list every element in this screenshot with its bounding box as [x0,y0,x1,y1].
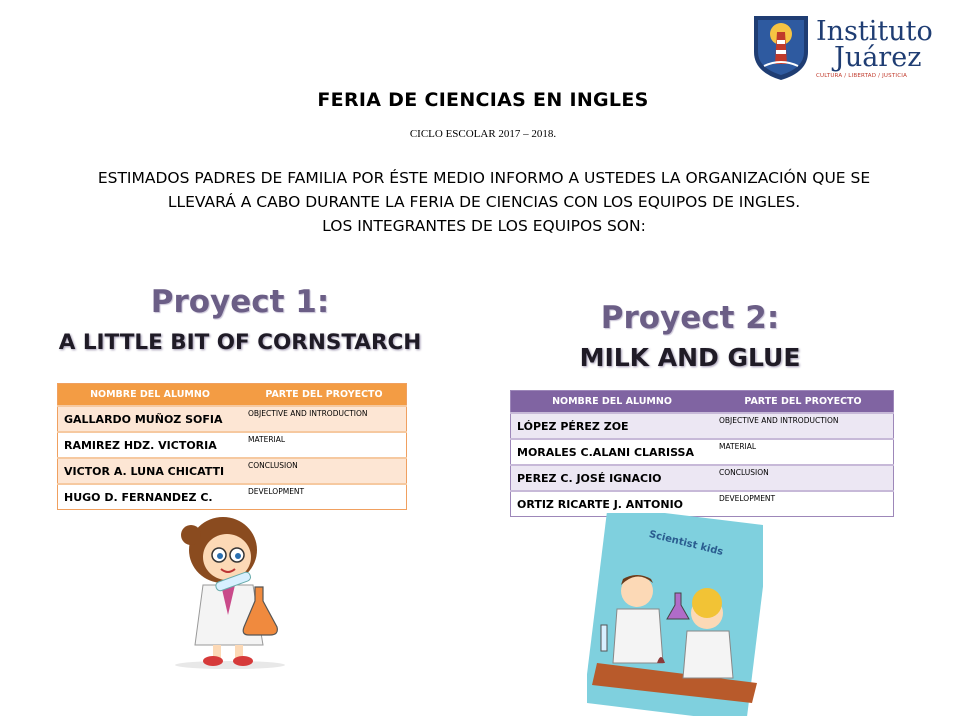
table-row [511,413,894,439]
project-part: DEVELOPMENT [242,484,407,510]
lighthouse-shield-icon [750,12,812,82]
table-row [58,432,407,458]
school-logo [750,12,933,84]
logo-tagline: CULTURA / LIBERTAD / JUSTICIA [816,73,908,79]
logo-name-line1: Instituto [816,16,933,47]
scientist-girl-illustration [155,505,305,670]
student-name: MORALES C.ALANI CLARISSA [511,439,714,465]
intro-line-2: LLEVARÁ A CABO DURANTE LA FERIA DE CIENCIAS CON LOS EQUIPOS DE INGLES. [167,193,801,211]
project2-title: Proyect 2: [600,300,780,336]
kids-card-label: Scientist kids [647,528,725,559]
project-part: MATERIAL [713,439,894,465]
project-part: DEVELOPMENT [713,491,894,517]
project-part: OBJECTIVE AND INTRODUCTION [242,406,407,432]
student-name: RAMIREZ HDZ. VICTORIA [58,432,243,458]
school-cycle: CICLO ESCOLAR 2017 – 2018. [409,128,557,140]
project-part: MATERIAL [242,432,407,458]
project2-table [510,390,894,517]
intro-line-3: LOS INTEGRANTES DE LOS EQUIPOS SON: [322,217,646,235]
column-header-part: PARTE DEL PROYECTO [713,391,894,414]
table-row [511,465,894,491]
table-row [58,458,407,484]
table-row [511,439,894,465]
student-name: ORTIZ RICARTE J. ANTONIO [511,491,714,517]
intro-line-1: ESTIMADOS PADRES DE FAMILIA POR ÉSTE MEDIO INFORMO A USTEDES LA ORGANIZACIÓN QUE SE [97,169,871,187]
project2-subtitle: MILK AND GLUE [579,343,801,372]
project-part: CONCLUSION [713,465,894,491]
intro-paragraph [0,166,960,238]
student-name: HUGO D. FERNANDEZ C. [58,484,243,510]
project1-subtitle: A LITTLE BIT OF CORNSTARCH [58,330,422,355]
project-part: OBJECTIVE AND INTRODUCTION [713,413,894,439]
project1-title: Proyect 1: [150,284,330,320]
student-name: PEREZ C. JOSÉ IGNACIO [511,465,714,491]
student-name: LÓPEZ PÉREZ ZOE [511,413,714,439]
project1-table [57,383,407,510]
student-name: GALLARDO MUÑOZ SOFIA [58,406,243,432]
logo-name-line2: Juárez [834,42,922,73]
column-header-name: NOMBRE DEL ALUMNO [58,384,243,407]
table-header-row [511,391,894,414]
table-header-row [58,384,407,407]
column-header-name: NOMBRE DEL ALUMNO [511,391,714,414]
table-row [58,406,407,432]
project-part: CONCLUSION [242,458,407,484]
student-name: VICTOR A. LUNA CHICATTI [58,458,243,484]
page-title: FERIA DE CIENCIAS EN INGLES [317,89,649,111]
column-header-part: PARTE DEL PROYECTO [242,384,407,407]
